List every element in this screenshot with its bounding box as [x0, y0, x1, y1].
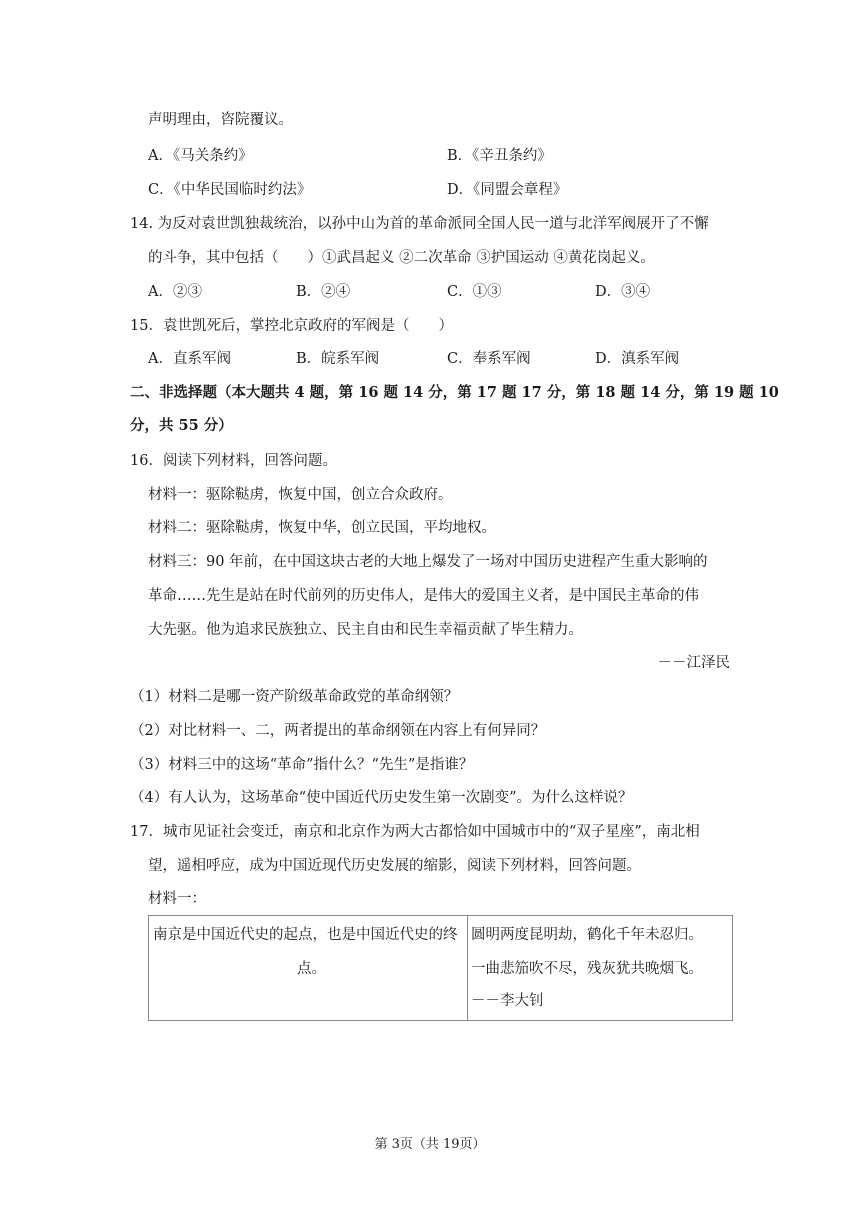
q16-source: －－江泽民 [657, 655, 730, 671]
q15-stem: 15．袁世凯死后，掌控北京政府的军阀是（ ） [130, 318, 453, 334]
q16-material3-line2: 革命……先生是站在时代前列的历史伟人，是伟大的爱国主义者，是中国民主革命的伟 [148, 588, 699, 604]
right-cell-line2: 一曲悲笳吹不尽，残灰犹共晚烟飞。 [471, 961, 703, 977]
q13-continuation: 声明理由，咨院覆议。 [148, 112, 293, 128]
q13-option-b: B．《辛丑条约》 [447, 148, 552, 164]
q14-stem-line2: 的斗争，其中包括（ ）①武昌起义 ②二次革命 ③护国运动 ④黄花岗起义。 [148, 250, 655, 266]
q15-option-d: D．滇系军阀 [595, 351, 680, 367]
q15-option-c: C．奉系军阀 [447, 351, 531, 367]
q13-option-d: D．《同盟会章程》 [447, 182, 568, 198]
q14-option-d: D．③④ [595, 284, 651, 300]
q15-option-a: A．直系军阀 [148, 351, 231, 367]
q16-material3-line3: 大先驱。他为追求民族独立、民主自由和民生幸福贡献了毕生精力。 [148, 622, 583, 638]
section2-heading-line2: 分，共 55 分） [130, 417, 233, 434]
q17-stem-line2: 望，遥相呼应，成为中国近现代历史发展的缩影，阅读下列材料，回答问题。 [148, 858, 641, 874]
left-cell-line1: 南京是中国近代史的起点，也是中国近代史的终 [153, 927, 458, 943]
q16-subquestion-1: （1）材料二是哪一资产阶级革命政党的革命纲领？ [130, 689, 459, 705]
section2-heading-line1: 二、非选择题（本大题共 4 题，第 16 题 14 分，第 17 题 17 分，第 18 题 14 分，第 19 题 10 [130, 384, 779, 401]
q17-material-label: 材料一： [148, 891, 206, 907]
right-cell-line1: 圆明两度昆明劫，鹤化千年未忍归。 [471, 927, 703, 943]
q17-stem-line1: 17．城市见证社会变迁，南京和北京作为两大古都恰如中国城市中的“双子星座”，南北相 [130, 824, 700, 840]
q13-option-c: C．《中华民国临时约法》 [148, 182, 312, 198]
q16-material1: 材料一：驱除鞑虏，恢复中国，创立合众政府。 [148, 487, 453, 503]
q14-option-a: A．②③ [148, 284, 202, 300]
q15-option-b: B．皖系军阀 [296, 351, 380, 367]
q16-material3-line1: 材料三：90 年前，在中国这块古老的大地上爆发了一场对中国历史进程产生重大影响的 [148, 554, 708, 570]
material-table-right-cell [468, 916, 733, 1021]
q13-option-a: A．《马关条约》 [148, 148, 253, 164]
material-table-left-cell [149, 916, 468, 1021]
q16-subquestion-2: （2）对比材料一、二，两者提出的革命纲领在内容上有何异同？ [130, 723, 546, 739]
q17-material-table [148, 915, 733, 1021]
q16-subquestion-4: （4）有人认为，这场革命“使中国近代历史发生第一次剧变”。为什么这样说？ [130, 790, 633, 806]
q14-stem-line1: 14. 为反对袁世凯独裁统治，以孙中山为首的革命派同全国人民一道与北洋军阀展开了不懈 [130, 216, 709, 232]
left-cell-line2: 点。 [297, 961, 326, 977]
q16-stem: 16．阅读下列材料，回答问题。 [130, 453, 337, 469]
q14-option-b: B．②④ [296, 284, 351, 300]
q14-option-c: C．①③ [447, 284, 502, 300]
page-footer: 第 3页（共 19页） [374, 1137, 486, 1152]
right-cell-line3: －－李大钊 [471, 993, 544, 1009]
q16-material2: 材料二：驱除鞑虏，恢复中华，创立民国，平均地权。 [148, 520, 496, 536]
q16-subquestion-3: （3）材料三中的这场“革命”指什么？“先生”是指谁？ [130, 757, 474, 773]
